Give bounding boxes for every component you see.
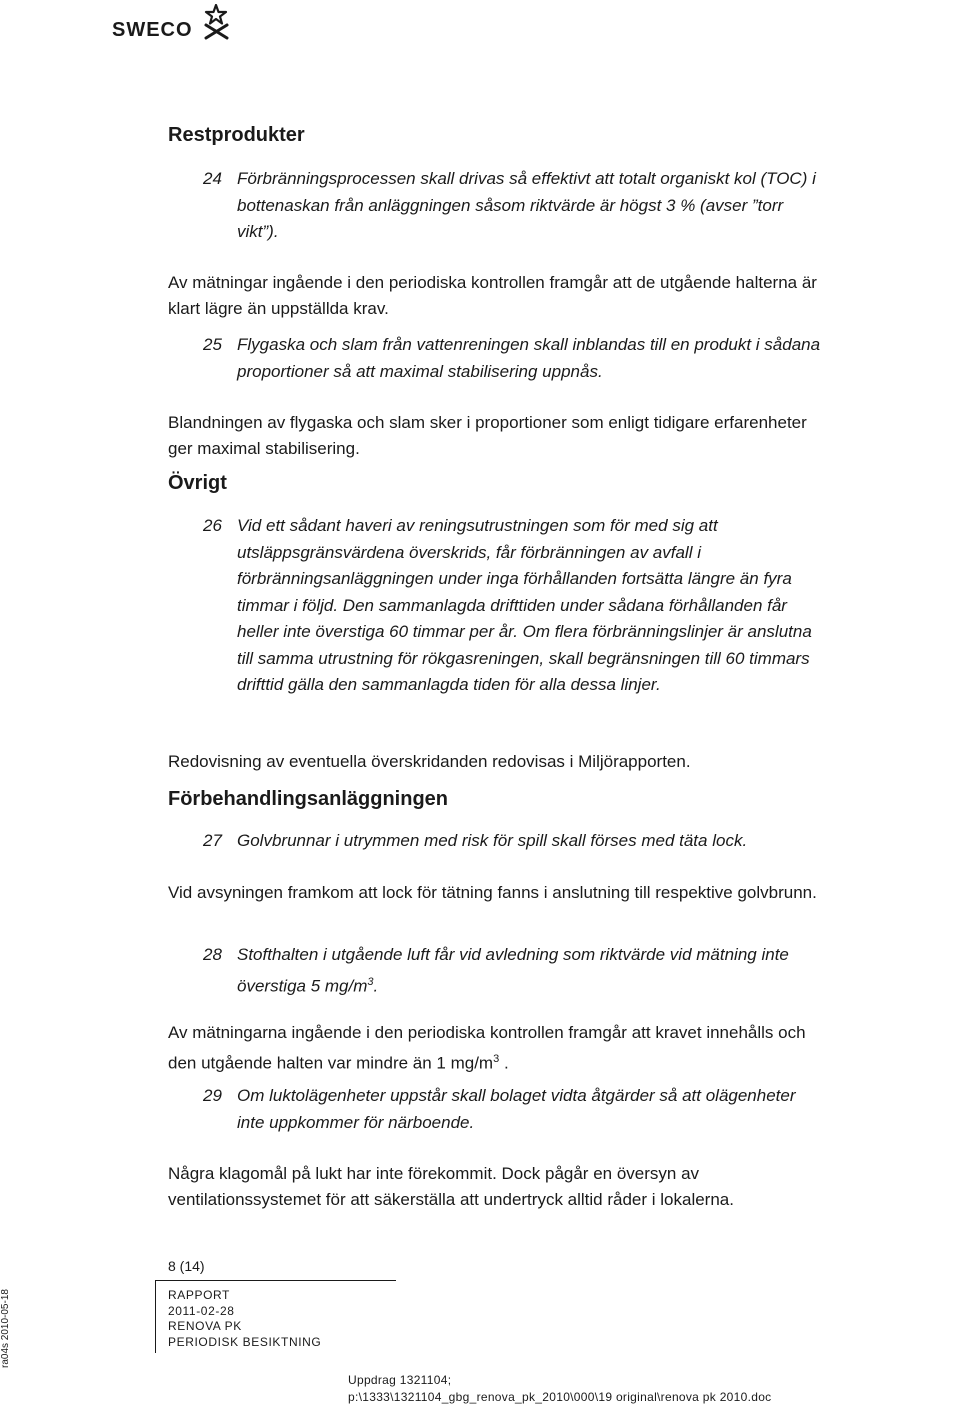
footer-title: PERIODISK BESIKTNING [168, 1334, 322, 1349]
condition-text: Förbränningsprocessen skall drivas så effektivt att totalt organiskt kol (TOC) i bottenaskan från anläggningen såsom riktvärde är högst 3 % (avser ”torr vikt”). [237, 169, 816, 241]
condition-text: Om luktolägenheter uppstår skall bolaget vidta åtgärder så att olägenheter inte uppkommer för närboende. [237, 1086, 796, 1132]
uppdrag-number: Uppdrag 1321104; [348, 1373, 452, 1387]
condition-text: Flygaska och slam från vattenreningen skall inblandas till en produkt i sådana proportioner så att maximal stabilisering uppnås. [237, 335, 821, 381]
paragraph-27: Vid avsyningen framkom att lock för tätning fanns i anslutning till respektive golvbrunn. [168, 883, 817, 902]
condition-text: Vid ett sådant haveri av reningsutrustningen som för med sig att utsläppsgränsvärdena överskrids, får förbränningen av avfall i förbränningsanläggningen under inga förhållanden fortsätta längre än fyra timmar i följd. Den sammanlagda drifttiden under sådana förhållanden får heller inte överstiga 60 timmar per år. Om flera förbränningslinjer är anslutna till samma utrustning för rökgasreningen, skall begränsningen till 60 timmars drifttid gälla den sammanlagda tiden för alla dessa linjer. [237, 516, 812, 694]
footer-client: RENOVA PK [168, 1319, 242, 1333]
section-heading-forbehandling: Förbehandlingsanläggningen [168, 788, 448, 810]
condition-number: 28 [203, 945, 222, 964]
paragraph-24: Av mätningar ingående i den periodiska kontrollen framgår att de utgående halterna är klart lägre än uppställda krav. [168, 273, 817, 318]
section-heading-restprodukter: Restprodukter [168, 124, 305, 146]
footer-uppdrag [348, 1372, 771, 1406]
condition-27 [203, 828, 823, 855]
sweco-logo [112, 4, 242, 44]
condition-text: Stofthalten i utgående luft får vid avledning som riktvärde vid mätning inte överstiga 5 $mg/m^3$. [237, 945, 789, 996]
paragraph-28: Av mätningarna ingående i den periodiska kontrollen framgår att kravet innehålls och den utgående halten var mindre än 1 $mg/m^3$ . [168, 1023, 806, 1073]
condition-number: 27 [203, 831, 222, 850]
condition-25 [203, 332, 823, 385]
paragraph-26: Redovisning av eventuella överskridanden redovisas i Miljörapporten. [168, 752, 691, 771]
footer-doc-type: RAPPORT [168, 1288, 230, 1302]
condition-number: 24 [203, 169, 222, 188]
file-path: p:\1333\1321104_gbg_renova_pk_2010\000\19 original\renova pk 2010.doc [348, 1390, 772, 1404]
footer-date: 2011-02-28 [168, 1303, 235, 1318]
condition-29 [203, 1083, 823, 1136]
footer-meta [168, 1288, 321, 1350]
section-heading-ovrigt: Övrigt [168, 472, 227, 494]
condition-number: 26 [203, 516, 222, 535]
condition-24 [203, 166, 823, 246]
condition-number: 25 [203, 335, 222, 354]
paragraph-25: Blandningen av flygaska och slam sker i proportioner som enligt tidigare erfarenheter ger maximal stabilisering. [168, 413, 807, 458]
sweco-star-icon [201, 4, 231, 40]
condition-number: 29 [203, 1086, 222, 1105]
condition-text: Golvbrunnar i utrymmen med risk för spill skall förses med täta lock. [237, 831, 748, 850]
condition-26 [203, 513, 823, 699]
condition-28 [203, 942, 823, 1000]
paragraph-29: Några klagomål på lukt har inte förekommit. Dock pågår en översyn av ventilationssystemet för att säkerställa att undertryck alltid råder i lokalerna. [168, 1164, 734, 1209]
logo-text: SWECO [112, 19, 193, 41]
side-template-code: ra04s 2010-05-18 [0, 1289, 11, 1368]
page-number: 8 (14) [168, 1258, 205, 1274]
